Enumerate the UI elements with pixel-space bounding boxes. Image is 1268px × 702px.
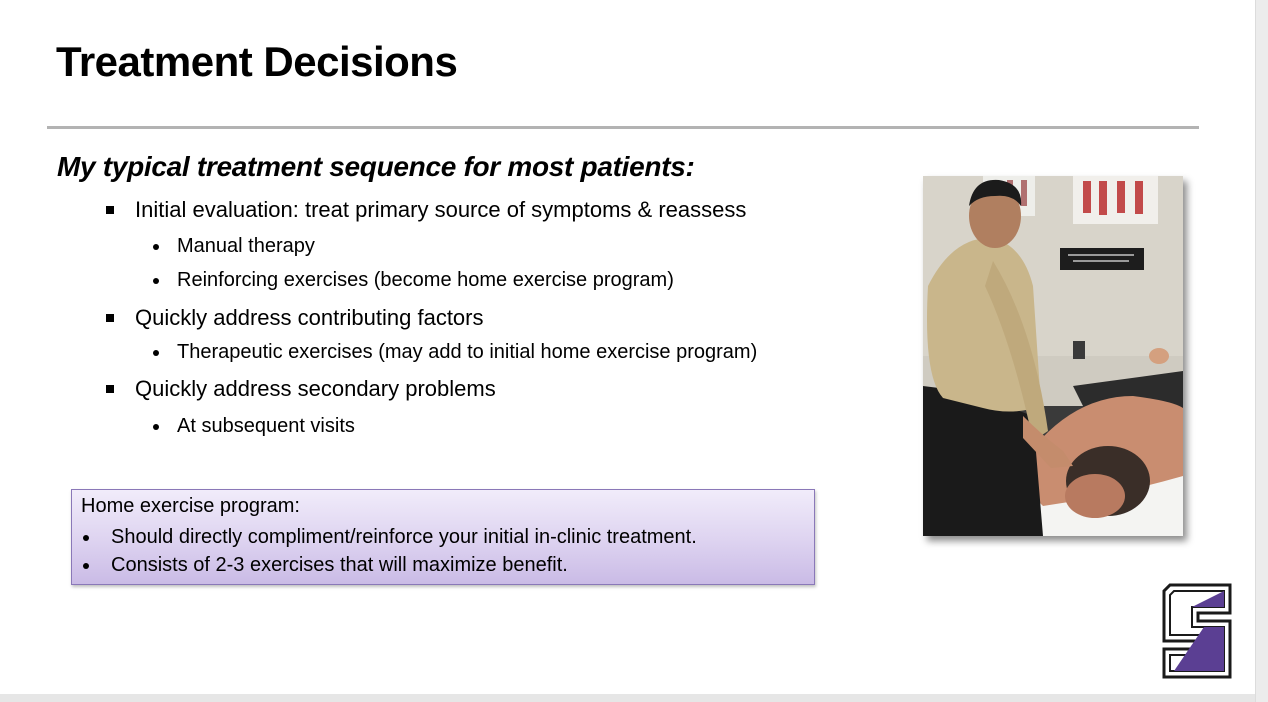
home-exercise-callout (71, 489, 815, 585)
callout-item-text: Consists of 2-3 exercises that will maximize benefit. (111, 554, 568, 576)
clinician-performing-manual-therapy-photo (923, 176, 1183, 536)
square-bullet-icon (106, 314, 114, 322)
sub-bullet-text: At subsequent visits (177, 415, 355, 437)
sub-bullet-text: Therapeutic exercises (may add to initial home exercise program) (177, 341, 758, 363)
callout-item-text: Should directly compliment/reinforce your initial in-clinic treatment. (111, 526, 697, 548)
round-bullet-icon (153, 424, 159, 430)
slide-title: Treatment Decisions (56, 38, 458, 85)
bullet-text: Initial evaluation: treat primary source of symptoms & reassess (135, 197, 747, 222)
block-s-logo (1160, 583, 1236, 681)
sub-bullet-text: Reinforcing exercises (become home exercise program) (177, 269, 674, 291)
title-divider (47, 126, 1199, 129)
callout-title: Home exercise program: (81, 495, 300, 517)
round-bullet-icon (153, 350, 159, 356)
square-bullet-icon (106, 206, 114, 214)
bullet-text: Quickly address secondary problems (135, 376, 496, 401)
round-bullet-icon (83, 535, 89, 541)
round-bullet-icon (153, 278, 159, 284)
round-bullet-icon (153, 244, 159, 250)
bullet-text: Quickly address contributing factors (135, 305, 484, 330)
sub-bullet-text: Manual therapy (177, 235, 315, 257)
square-bullet-icon (106, 385, 114, 393)
round-bullet-icon (83, 563, 89, 569)
slide-subheading: My typical treatment sequence for most patients: (57, 151, 695, 182)
right-edge-strip (1255, 0, 1268, 702)
